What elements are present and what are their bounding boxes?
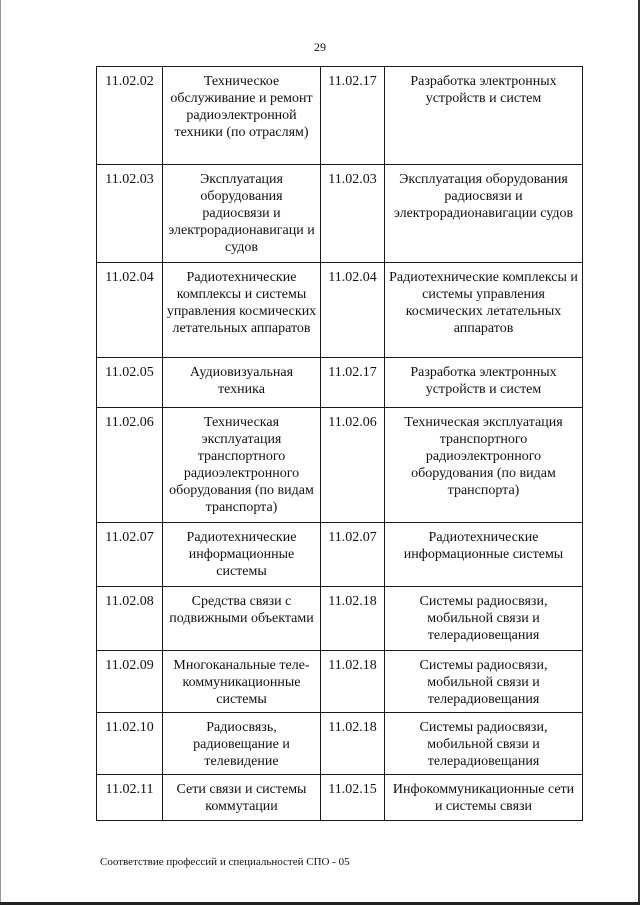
old-name-cell: Техническая эксплуатация транспортного радиоэлектронного оборудования (по видам транспорта) [163, 408, 321, 523]
old-name-cell: Средства связи с подвижными объектами [163, 587, 321, 651]
new-name-cell: Радиотехнические информационные системы [385, 523, 583, 587]
table-row [97, 587, 583, 651]
new-code-cell: 11.02.03 [321, 165, 385, 263]
old-name-cell: Эксплуатация оборудования радиосвязи и электрорадионавигаци и судов [163, 165, 321, 263]
new-code-cell: 11.02.06 [321, 408, 385, 523]
old-code-cell: 11.02.06 [97, 408, 163, 523]
new-code-cell: 11.02.07 [321, 523, 385, 587]
new-code-cell: 11.02.15 [321, 775, 385, 821]
document-footer: Соответствие профессий и специальностей СПО - 05 [100, 856, 350, 868]
new-code-cell: 11.02.18 [321, 651, 385, 713]
old-code-cell: 11.02.02 [97, 67, 163, 165]
old-code-cell: 11.02.07 [97, 523, 163, 587]
old-name-cell: Аудиовизуальная техника [163, 358, 321, 408]
new-name-cell: Эксплуатация оборудования радиосвязи и электрорадионавигации судов [385, 165, 583, 263]
table-row [97, 651, 583, 713]
new-code-cell: 11.02.18 [321, 713, 385, 775]
old-name-cell: Радиосвязь, радиовещание и телевидение [163, 713, 321, 775]
old-code-cell: 11.02.05 [97, 358, 163, 408]
new-name-cell: Техническая эксплуатация транспортного радиоэлектронного оборудования (по видам транспорта) [385, 408, 583, 523]
new-name-cell: Системы радиосвязи, мобильной связи и телерадиовещания [385, 651, 583, 713]
old-code-cell: 11.02.08 [97, 587, 163, 651]
table-row [97, 358, 583, 408]
old-code-cell: 11.02.03 [97, 165, 163, 263]
new-code-cell: 11.02.17 [321, 358, 385, 408]
old-name-cell: Многоканальные теле-коммуникационные системы [163, 651, 321, 713]
old-code-cell: 11.02.11 [97, 775, 163, 821]
new-name-cell: Разработка электронных устройств и систем [385, 358, 583, 408]
new-code-cell: 11.02.17 [321, 67, 385, 165]
old-name-cell: Техническое обслуживание и ремонт радиоэлектронной техники (по отраслям) [163, 67, 321, 165]
new-name-cell: Радиотехнические комплексы и системы управления космических летательных аппаратов [385, 263, 583, 358]
table-row [97, 408, 583, 523]
table-row [97, 263, 583, 358]
table-row [97, 775, 583, 821]
page-number: 29 [314, 40, 326, 54]
correspondence-table [96, 66, 583, 821]
new-name-cell: Системы радиосвязи, мобильной связи и телерадиовещания [385, 587, 583, 651]
old-code-cell: 11.02.04 [97, 263, 163, 358]
table-row [97, 713, 583, 775]
new-code-cell: 11.02.04 [321, 263, 385, 358]
old-code-cell: 11.02.09 [97, 651, 163, 713]
old-name-cell: Радиотехнические комплексы и системы управления космических летательных аппаратов [163, 263, 321, 358]
old-name-cell: Сети связи и системы коммутации [163, 775, 321, 821]
new-name-cell: Инфокоммуникационные сети и системы связи [385, 775, 583, 821]
new-name-cell: Разработка электронных устройств и систем [385, 67, 583, 165]
table-row [97, 523, 583, 587]
scan-edge-left [0, 0, 1, 905]
old-name-cell: Радиотехнические информационные системы [163, 523, 321, 587]
new-code-cell: 11.02.18 [321, 587, 385, 651]
table-row [97, 165, 583, 263]
old-code-cell: 11.02.10 [97, 713, 163, 775]
table-row [97, 67, 583, 165]
new-name-cell: Системы радиосвязи, мобильной связи и телерадиовещания [385, 713, 583, 775]
